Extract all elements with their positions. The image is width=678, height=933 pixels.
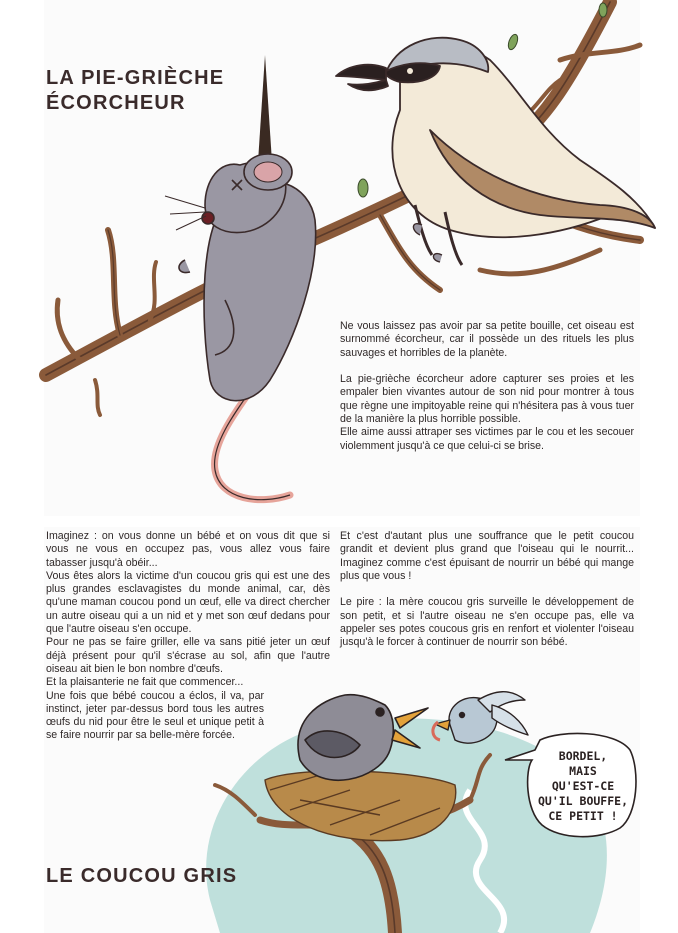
cuckoo-text-left: [46, 530, 330, 743]
speech-line: MAIS: [569, 764, 597, 778]
cuckoo-paragraph: Le pire : la mère coucou gris surveille le développement de son petit, et si l'autre oiseau ne s'en occupe pas, elle va appeler ses potes coucous gris en renfort et violenter l'oiseau jusqu'à le forcer à continuer de nourrir son bébé.: [340, 596, 634, 649]
cuckoo-paragraph: Imaginez : on vous donne un bébé et on vous dit que si vous ne vous en occupez pas, vous allez vous faire tabasser jusqu'à obéir...: [46, 530, 330, 569]
speech-line: BORDEL,: [558, 749, 608, 763]
shrike-title-line-2: ÉCORCHEUR: [46, 92, 186, 114]
shrike-title-line-1: LA PIE-GRIÈCHE: [46, 67, 225, 89]
cuckoo-text-right: [340, 530, 634, 650]
shrike-paragraph: La pie-grièche écorcheur adore capturer ses proies et les empaler bien vivantes autour de son nid pour montrer à tous que règne une impitoyable reine qui n'hésitera pas à vous tuer de la manière la plus horrible possible.: [340, 373, 634, 426]
cuckoo-title-text: LE COUCOU GRIS: [46, 865, 238, 887]
cuckoo-title: [46, 864, 237, 889]
cuckoo-paragraph: Pour ne pas se faire griller, elle va sans pitié jeter un œuf déjà présent pour qu'il s'écrase au sol, afin que l'autre oiseau ait bien le bon nombre d'œufs.: [46, 636, 330, 675]
cuckoo-paragraph: Vous êtes alors la victime d'un coucou gris qui est une des plus grandes esclavagistes du monde animal, car, dès qu'une maman coucou pond un œuf, elle va direct chercher un autre oiseau qui a un nid et y met son œuf dedans pour que l'autre oiseau s'en occupe.: [46, 569, 330, 636]
shrike-paragraph: Elle aime aussi attraper ses victimes par le cou et les secouer violemment jusqu'à ce que celui-ci se brise.: [340, 426, 634, 452]
speech-line: QU'EST-CE: [551, 779, 615, 793]
shrike-paragraph: Ne vous laissez pas avoir par sa petite bouille, cet oiseau est surnommé écorcheur, car il possède un des rituels les plus sauvages et horribles de la planète.: [340, 320, 634, 359]
cuckoo-paragraph: Et c'est d'autant plus une souffrance que le petit coucou grandit et devient plus grand que l'oiseau qui le nourrit... Imaginez comme c'est épuisant de nourrir un bébé qui mange plus que vous !: [340, 530, 634, 582]
speech-line: CE PETIT !: [548, 809, 618, 823]
cuckoo-paragraph: Une fois que bébé coucou a éclos, il va, par instinct, jeter par-dessus bord tous les autres œufs du nid pour être le seul et unique petit à se faire nourrir par sa belle-mère forcée.: [46, 689, 264, 742]
cuckoo-paragraph: Et la plaisanterie ne fait que commencer...: [46, 676, 244, 689]
speech-line: QU'IL BOUFFE,: [537, 794, 629, 808]
